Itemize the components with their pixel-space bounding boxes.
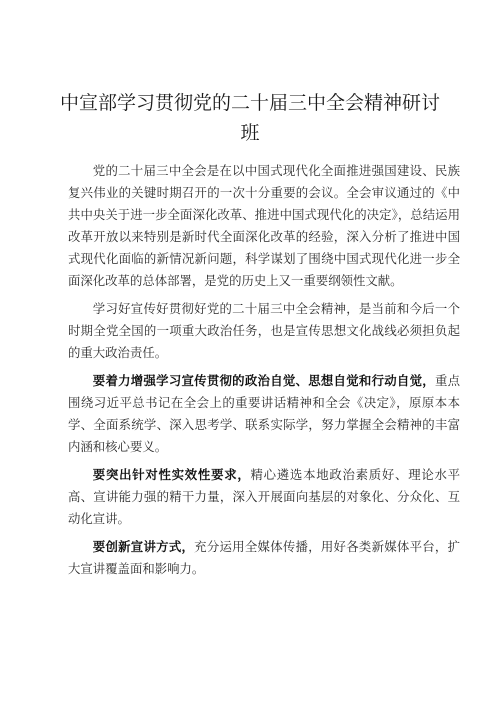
paragraph [68,370,460,458]
paragraph-text: 重点围绕习近平总书记在全会上的重要讲话精神和全会《决定》，原原本本学、全面系统学、深入思考学、联系实际学，努力掌握全会精神的丰富内涵和核心要义。 [68,373,460,454]
paragraph [68,298,460,364]
paragraph-text: 党的二十届三中全会是在以中国式现代化全面推进强国建设、民族复兴伟业的关键时期召开的一次十分重要的会议。全会审议通过的《中共中央关于进一步全面深化改革、推进中国式现代化的决定》，总结运用改革开放以来特别是新时代全面深化改革的经验，深入分析了推进中国式现代化面临的新情况新问题，科学谋划了围绕中国式现代化进一步全面深化改革的总体部署，是党的历史上又一重要纲领性文献。 [68,163,460,288]
paragraph-lead: 要突出针对性实效性要求， [92,467,251,482]
document-body [68,160,460,586]
document-title: 中宣部学习贯彻党的二十届三中全会精神研讨班 [60,92,441,144]
paragraph [68,536,460,580]
paragraph-text: 精心遴选本地政治素质好、理论水平高、宣讲能力强的精干力量，深入开展面向基层的对象化、分众化、互动化宣讲。 [68,467,461,526]
paragraph-lead: 要着力增强学习宣传贯彻的政治自觉、思想自觉和行动自觉， [92,373,435,388]
paragraph-text: 充分运用全媒体传播，用好各类新媒体平台，扩大宣讲覆盖面和影响力。 [68,539,460,576]
paragraph-lead: 要创新宣讲方式， [92,539,195,554]
paragraph-text: 学习好宣传好贯彻好党的二十届三中全会精神，是当前和今后一个时期全党全国的一项重大政治任务，也是宣传思想文化战线必须担负起的重大政治责任。 [68,301,460,360]
paragraph [68,464,460,530]
paragraph [68,160,460,292]
